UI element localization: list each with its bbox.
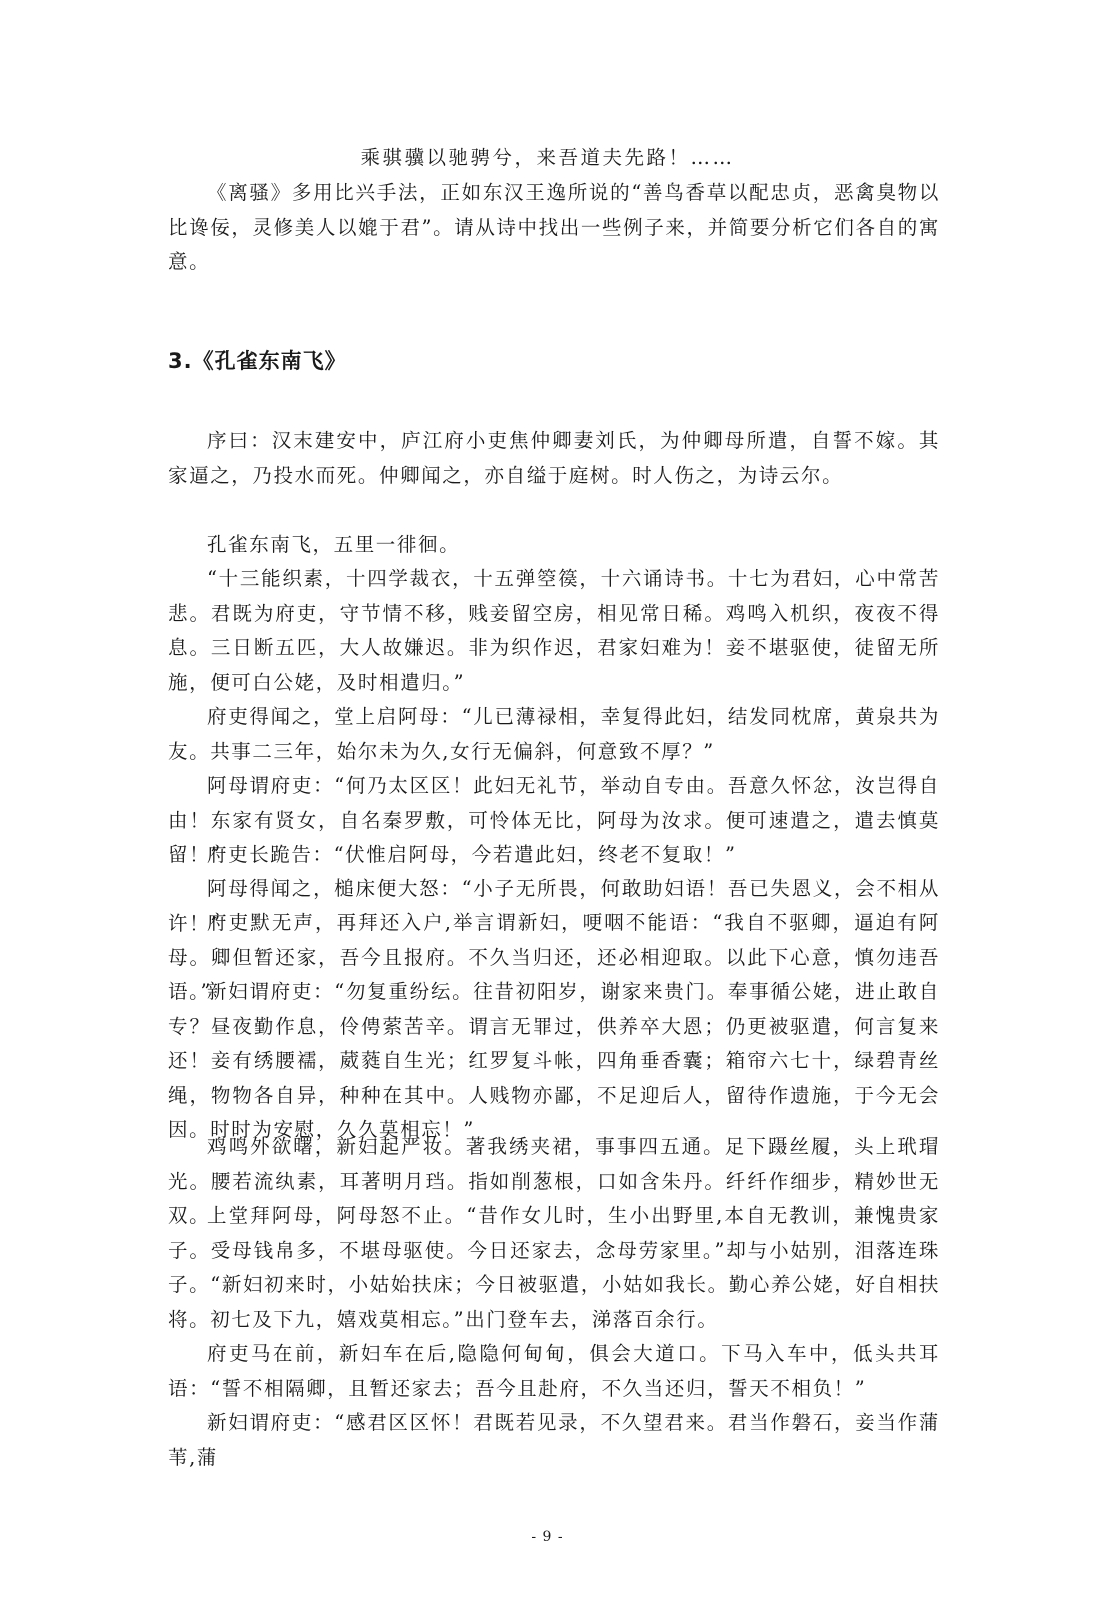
poem-paragraph: 鸡鸣外欲曙，新妇起严妆。著我绣夹裙，事事四五通。足下蹑丝履，头上玳瑁光。腰若流纨素，耳著明月珰。指如削葱根，口如含朱丹。纤纤作细步，精妙世无双。 [168, 1135, 940, 1227]
poem-paragraph: 阿母得闻之，槌床便大怒：“小子无所畏，何敢助妇语！吾已失恩义，会不相从许！” [168, 877, 940, 935]
preface-paragraph: 序曰：汉末建安中，庐江府小吏焦仲卿妻刘氏，为仲卿母所遣，自誓不嫁。其家逼之，乃投水而死。仲卿闻之，亦自缢于庭树。时人伤之，为诗云尔。 [168, 429, 940, 487]
poem-paragraph: “十三能织素，十四学裁衣，十五弹箜篌，十六诵诗书。十七为君妇，心中常苦悲。君既为府吏，守节情不移，贱妾留空房，相见常日稀。鸡鸣入机织，夜夜不得息。三日断五匹，大人故嫌迟。非为织作迟，君家妇难为！妾不堪驱使，徒留无所施，便可白公姥，及时相遣归。” [168, 567, 940, 694]
poem-paragraph: 府吏默无声，再拜还入户,举言谓新妇，哽咽不能语：“我自不驱卿，逼迫有阿母。卿但暂还家，吾今且报府。不久当归还，还必相迎取。以此下心意，慎勿违吾语。” [168, 911, 940, 1003]
poem-paragraph: 新妇谓府吏：“勿复重纷纭。往昔初阳岁，谢家来贵门。奉事循公姥，进止敢自专？昼夜勤作息，伶俜萦苦辛。谓言无罪过，供养卒大恩；仍更被驱遣，何言复来还！妾有绣腰襦，葳蕤自生光；红罗复斗帐，四角垂香囊；箱帘六七十，绿碧青丝绳，物物各自异，种种在其中。人贱物亦鄙，不足迎后人，留待作遗施，于今无会因。时时为安慰，久久莫相忘！” [168, 980, 940, 1141]
section-heading: 3.《孔雀东南飞》 [168, 349, 347, 373]
poem-paragraph: 府吏得闻之，堂上启阿母：“儿已薄禄相，幸复得此妇，结发同枕席，黄泉共为友。共事二三年，始尔未为久,女行无偏斜，何意致不厚？” [168, 705, 940, 763]
poem-paragraph: 新妇谓府吏：“感君区区怀！君既若见录，不久望君来。君当作磐石，妾当作蒲苇,蒲 [168, 1411, 940, 1469]
poem-paragraph: 上堂拜阿母，阿母怒不止。“昔作女儿时，生小出野里,本自无教训，兼愧贵家子。受母钱帛多，不堪母驱使。今日还家去，念母劳家里。”却与小姑别，泪落连珠子。“新妇初来时，小姑始扶床；今日被驱遣，小姑如我长。勤心养公姥，好自相扶将。初七及下九，嬉戏莫相忘。”出门登车去，涕落百余行。 [168, 1204, 940, 1331]
poem-paragraph: 府吏长跪告：“伏惟启阿母，今若遣此妇，终老不复取！” [207, 843, 737, 866]
page-number: - 9 - [531, 1529, 564, 1545]
verse-line: 乘骐骥以驰骋兮，来吾道夫先路！…… [360, 146, 735, 169]
poem-paragraph: 孔雀东南飞，五里一徘徊。 [207, 533, 461, 556]
poem-paragraph: 府吏马在前，新妇车在后,隐隐何甸甸，俱会大道口。下马入车中，低头共耳语：“誓不相隔卿，且暂还家去；吾今且赴府，不久当还归，誓天不相负！” [168, 1342, 940, 1400]
poem-paragraph: 阿母谓府吏：“何乃太区区！此妇无礼节，举动自专由。吾意久怀忿，汝岂得自由！东家有贤女，自名秦罗敷，可怜体无比，阿母为汝求。便可速遣之，遣去慎莫留！” [168, 774, 940, 866]
question-paragraph: 《离骚》多用比兴手法，正如东汉王逸所说的“善鸟香草以配忠贞，恶禽臭物以比谗佞，灵修美人以媲于君”。请从诗中找出一些例子来，并简要分析它们各自的寓意。 [168, 181, 940, 273]
